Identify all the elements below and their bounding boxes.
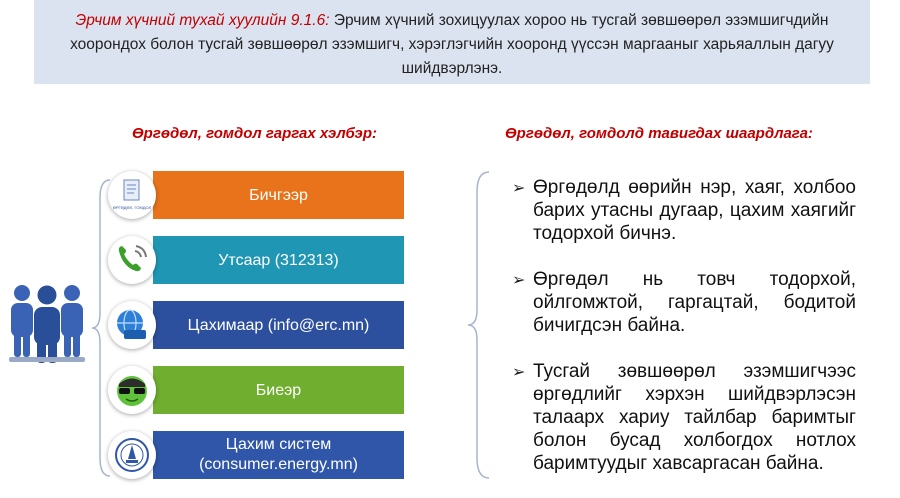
phone-icon <box>108 236 156 284</box>
requirement-item <box>510 176 856 245</box>
requirement-item <box>510 360 856 475</box>
method-e-system-label: Цахим систем (consumer.energy.mn) <box>153 431 404 479</box>
requirement-item <box>510 268 856 337</box>
arrow-bullet-icon: ➢ <box>512 272 526 289</box>
requirements-heading: Өргөдөл, гомдолд тавигдах шаардлага: <box>505 125 813 142</box>
method-phone-label: Утсаар (312313) <box>153 236 404 284</box>
requirement-text: Өргөдөлд өөрийн нэр, хаяг, холбоо барих утасны дугаар, цахим хаягийг тодорхой бичнэ. <box>533 177 856 244</box>
method-written-label: Бичгээр <box>153 171 404 219</box>
right-brace <box>465 170 491 480</box>
law-text: Эрчим хүчний зохицуулах хороо нь тусгай зөвшөөрөл эзэмшигчдийн хоорондох болон тусгай зөвшөөрөл эзэмшигч, хэрэглэгчийн хооронд үүссэн маргааныг харьяаллын дагуу шийдвэрлэнэ. <box>70 12 834 77</box>
law-reference-box <box>34 0 870 84</box>
document-icon <box>108 171 156 219</box>
law-reference: Эрчим хүчний тухай хуулийн 9.1.6: <box>75 12 330 29</box>
person-sunglasses-icon <box>108 366 156 414</box>
people-group-icon <box>8 281 86 363</box>
methods-heading: Өргөдөл, гомдол гаргах хэлбэр: <box>132 125 377 142</box>
arrow-bullet-icon: ➢ <box>512 364 526 381</box>
method-online-label: Цахимаар (info@erc.mn) <box>153 301 404 349</box>
requirements-list <box>510 176 856 498</box>
arrow-bullet-icon: ➢ <box>512 180 526 197</box>
requirement-text: Тусгай зөвшөөрөл эзэмшигчээс өргөдлийг хэрхэн шийдвэрлэсэн талаарх хариу тайлбар баримтыг болон бусад холбогдох нотлох баримтуудыг хавсаргасан байна. <box>533 361 856 474</box>
method-in-person-label: Биеэр <box>153 366 404 414</box>
document-icon-caption: ӨРГӨДӨЛ, ГОМДОЛ <box>112 205 152 210</box>
emblem-icon <box>108 431 156 479</box>
globe-www-icon <box>108 301 156 349</box>
requirement-text: Өргөдөл нь товч тодорхой, ойлгомжтой, гаргацтай, бодитой бичигдсэн байна. <box>533 269 856 336</box>
